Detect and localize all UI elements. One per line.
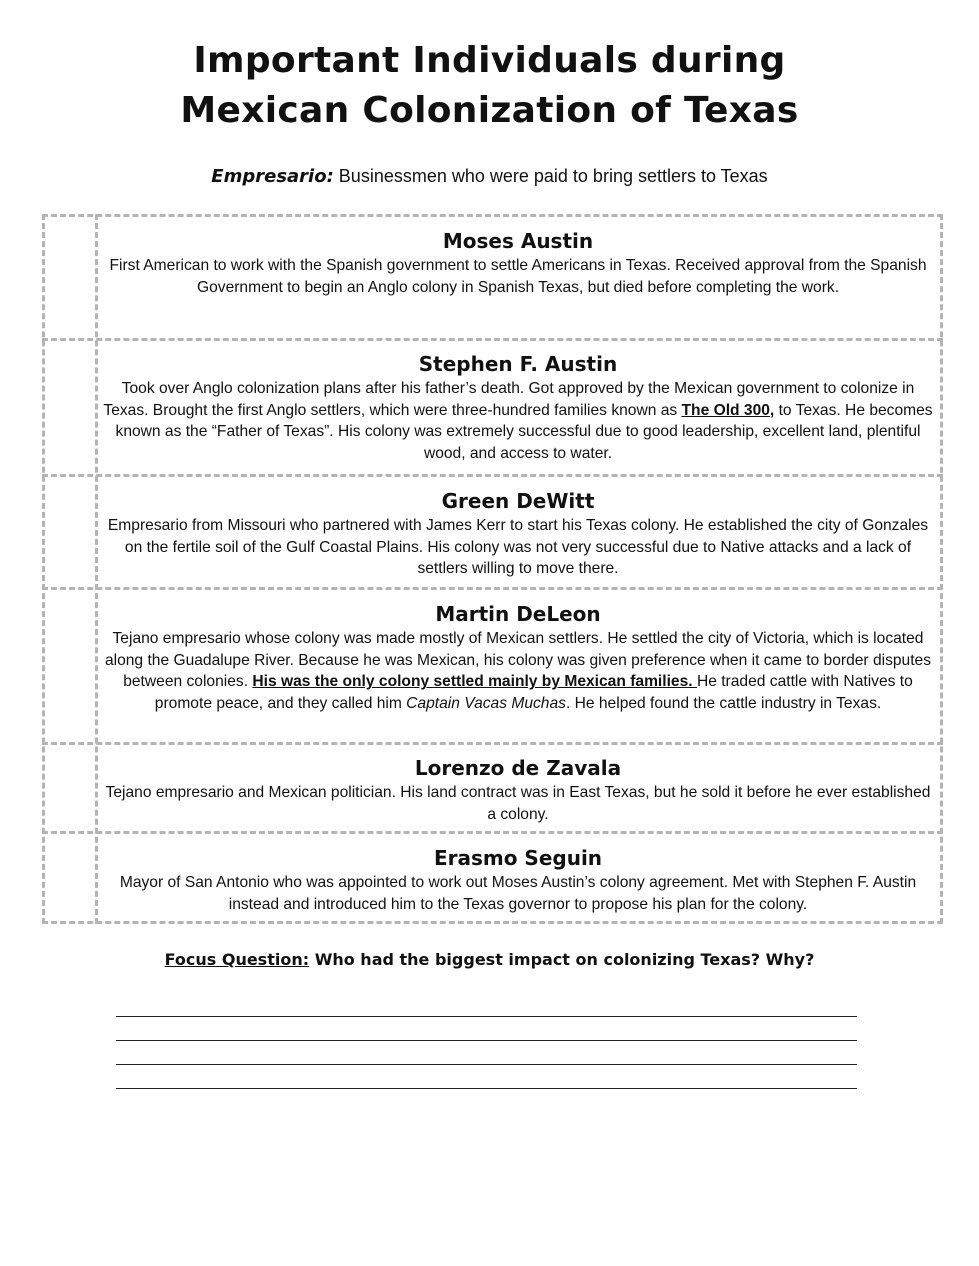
desc-text: . He helped found the cattle industry in Texas. [565, 694, 882, 712]
title-line-2: Mexican Colonization of Texas [180, 90, 799, 131]
entry-name: Martin DeLeon [435, 602, 601, 626]
entry-description [98, 378, 938, 464]
answer-line[interactable] [116, 1040, 857, 1041]
definition-term: Empresario: [211, 166, 334, 187]
row-divider [42, 831, 943, 834]
entry-name: Stephen F. Austin [418, 352, 618, 376]
entry-erasmo-seguin [98, 844, 938, 915]
entry-name: Lorenzo de Zavala [414, 756, 622, 780]
focus-question-text: Who had the biggest impact on colonizing Texas? Why? [309, 950, 815, 969]
worksheet-title [0, 36, 979, 136]
entry-martin-deleon [98, 600, 938, 714]
entry-lorenzo-de-zavala [98, 754, 938, 825]
desc-text: Tejano empresario whose colony was made mostly of Mexican settlers. He settled the city of Victoria, which is located along the Guadalupe River. Because he was Mexican, his colony was given preference when it came to border disputes between colonies. [104, 630, 932, 691]
empresario-definition [0, 164, 979, 189]
row-divider [42, 474, 943, 477]
entry-description: Empresario from Missouri who partnered with James Kerr to start his Texas colony. He established the city of Gonzales on the fertile soil of the Gulf Coastal Plains. His colony was not very successful due to Native attacks and a lack of settlers willing to move there. [107, 517, 929, 578]
entry-name: Erasmo Seguin [433, 846, 603, 870]
row-divider [42, 587, 943, 590]
answer-line[interactable] [116, 1088, 857, 1089]
mexican-families-highlight: His was the only colony settled mainly by Mexican families. [252, 673, 697, 691]
entry-name: Green DeWitt [441, 489, 595, 513]
focus-question-label: Focus Question: [164, 950, 310, 969]
old-300-highlight: The Old 300, [681, 401, 775, 419]
row-divider [42, 742, 943, 745]
answer-line[interactable] [116, 1016, 857, 1017]
answer-line[interactable] [116, 1064, 857, 1065]
desc-text: to Texas. He becomes known as the “Father of Texas”. His colony was extremely successful due to good leadership, excellent land, plentiful wood, and access to water. [115, 401, 933, 462]
entry-description: Tejano empresario and Mexican politician. His land contract was in East Texas, but he sold it before he ever established a colony. [105, 784, 931, 823]
entry-description: Mayor of San Antonio who was appointed to work out Moses Austin’s colony agreement. Met with Stephen F. Austin instead and introduced him to the Texas governor to propose his plan for the colony. [119, 874, 917, 913]
captain-vacas-muchas-italic: Captain Vacas Muchas [406, 694, 566, 712]
focus-question [0, 948, 979, 972]
row-divider [42, 338, 943, 341]
entry-moses-austin [98, 227, 938, 298]
entry-description: First American to work with the Spanish government to settle Americans in Texas. Received approval from the Spanish Government to begin an Anglo colony in Spanish Texas, but died before completing the work. [109, 257, 927, 296]
entry-stephen-f-austin [98, 350, 938, 464]
entry-green-dewitt [98, 487, 938, 580]
entry-name: Moses Austin [442, 229, 594, 253]
title-line-1: Important Individuals during [193, 40, 786, 81]
desc-text: Took over Anglo colonization plans after his father’s death. Got approved by the Mexican government to colonize in Texas. Brought the first Anglo settlers, which were three-hundred families known as [103, 380, 915, 419]
desc-text: He traded cattle with Natives to promote peace, and they called him [154, 673, 913, 712]
definition-text: Businessmen who were paid to bring settlers to Texas [333, 166, 768, 186]
entry-description [98, 628, 938, 714]
